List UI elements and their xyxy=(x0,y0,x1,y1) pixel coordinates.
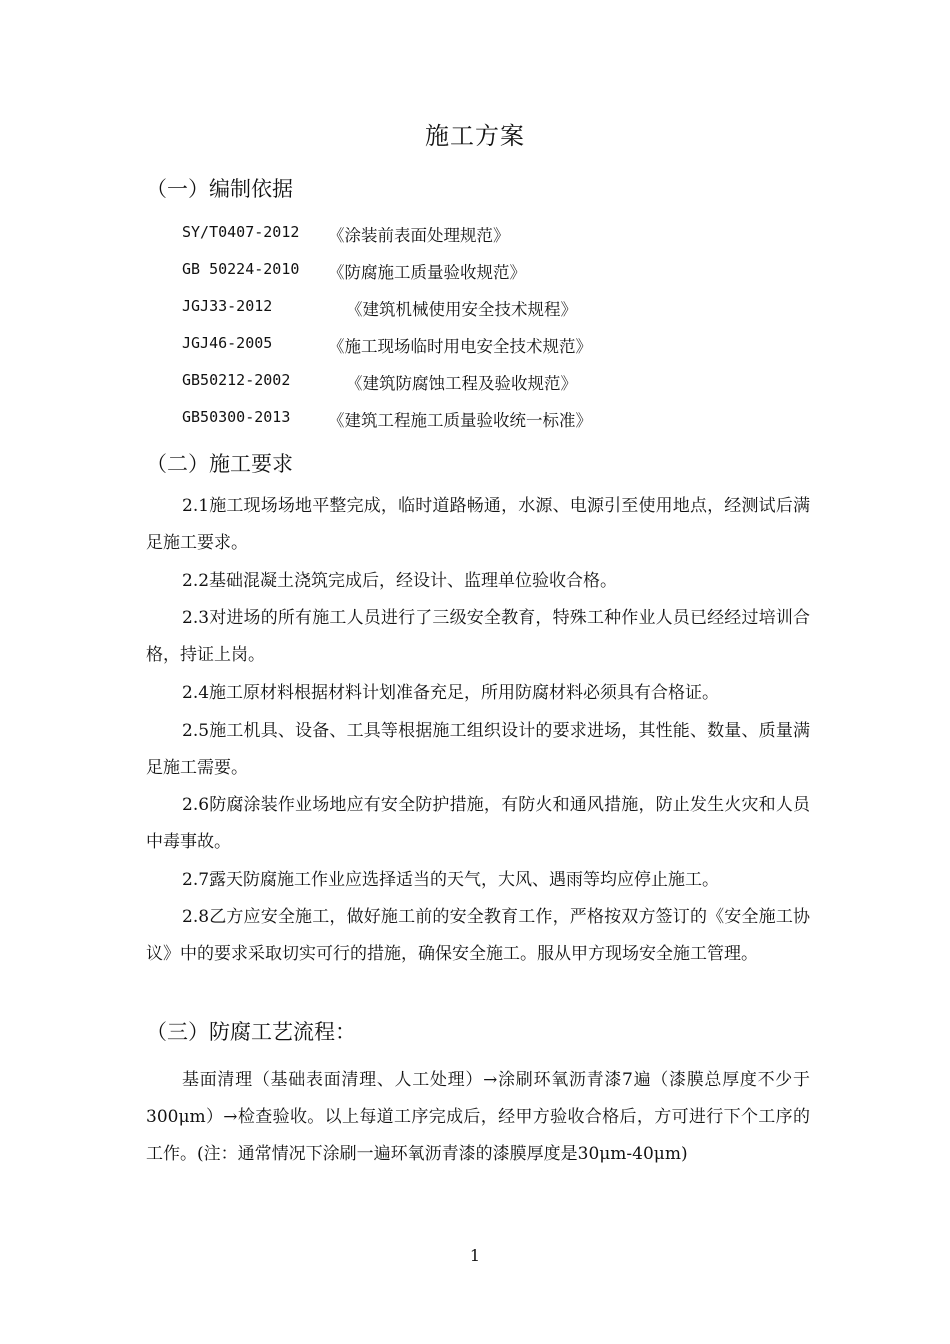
basis-code: GB50212-2002 xyxy=(182,371,291,389)
basis-code: JGJ46-2005 xyxy=(182,334,273,352)
section-heading-process: （三）防腐工艺流程： xyxy=(146,1020,356,1044)
basis-code: JGJ33-2012 xyxy=(182,297,273,315)
basis-item xyxy=(182,296,577,319)
basis-name: 《建筑工程施工质量验收统一标准》 xyxy=(328,411,592,430)
requirement-paragraph: 2.7露天防腐施工作业应选择适当的天气，大风、遇雨等均应停止施工。 xyxy=(182,870,720,890)
basis-item xyxy=(182,259,526,282)
basis-item xyxy=(182,222,510,245)
requirement-paragraph: 2.5施工机具、设备、工具等根据施工组织设计的要求进场，其性能、数量、质量满足施工需要。 xyxy=(146,721,810,778)
section-heading-basis: （一）编制依据 xyxy=(146,177,293,201)
basis-code: SY/T0407-2012 xyxy=(182,223,300,241)
basis-name: 《防腐施工质量验收规范》 xyxy=(328,263,526,282)
requirement-paragraph: 2.3对进场的所有施工人员进行了三级安全教育，特殊工种作业人员已经经过培训合格，持证上岗。 xyxy=(146,608,810,665)
requirement-paragraph: 2.6防腐涂装作业场地应有安全防护措施，有防火和通风措施，防止发生火灾和人员中毒事故。 xyxy=(146,795,810,852)
requirement-paragraph: 2.2基础混凝土浇筑完成后，经设计、监理单位验收合格。 xyxy=(182,571,618,591)
requirement-paragraph: 2.4施工原材料根据材料计划准备充足，所用防腐材料必须具有合格证。 xyxy=(182,683,720,703)
basis-name: 《建筑机械使用安全技术规程》 xyxy=(346,300,577,319)
basis-code: GB50300-2013 xyxy=(182,408,291,426)
page-number: 1 xyxy=(469,1246,481,1265)
section-heading-requirements: （二）施工要求 xyxy=(146,452,293,476)
basis-name: 《施工现场临时用电安全技术规范》 xyxy=(328,337,592,356)
basis-item xyxy=(182,407,592,430)
document-title: 施工方案 xyxy=(425,122,525,150)
process-paragraph: 基面清理（基础表面清理、人工处理）→涂刷环氧沥青漆7遍（漆膜总厚度不少于 300μm）→检查验收。以上每道工序完成后，经甲方验收合格后，方可进行下个工序的工作。(注：通常情况下涂刷一遍环氧沥青漆的漆膜厚度是30μm-40μm) xyxy=(146,1070,810,1164)
basis-item xyxy=(182,333,592,356)
basis-code: GB 50224-2010 xyxy=(182,260,300,278)
requirement-paragraph: 2.1施工现场场地平整完成，临时道路畅通，水源、电源引至使用地点，经测试后满足施工要求。 xyxy=(146,496,810,553)
basis-name: 《涂装前表面处理规范》 xyxy=(328,226,510,245)
requirement-paragraph: 2.8乙方应安全施工，做好施工前的安全教育工作，严格按双方签订的《安全施工协议》中的要求采取切实可行的措施，确保安全施工。服从甲方现场安全施工管理。 xyxy=(146,907,810,964)
basis-name: 《建筑防腐蚀工程及验收规范》 xyxy=(346,374,577,393)
basis-item xyxy=(182,370,577,393)
